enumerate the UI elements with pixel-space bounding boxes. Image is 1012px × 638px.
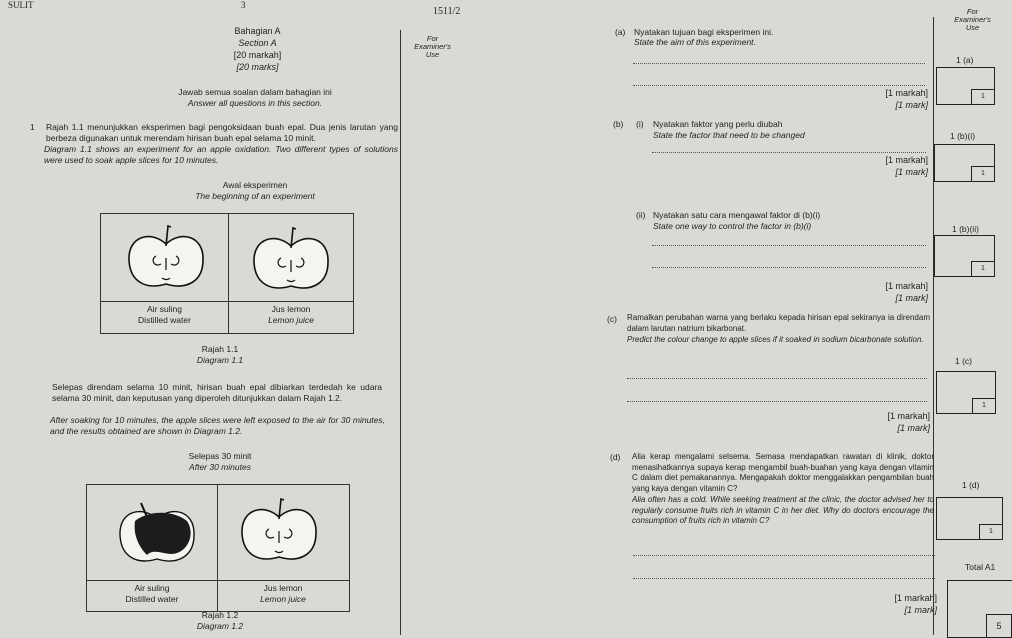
caption-ms: Rajah 1.1: [201, 344, 239, 354]
diagram2-caption: [170, 610, 270, 632]
examiner-line2: Examiner's: [954, 15, 991, 24]
part-c-text-ms: Ramalkan perubahan warna yang berlaku kepada hirisan epal sekiranya ia direndam dalam larutan natrium bikarbonat.: [627, 313, 930, 333]
cell-label-en: Lemon juice: [268, 315, 314, 325]
answer-line-bi[interactable]: [652, 152, 926, 153]
examiner-header-right: [950, 8, 995, 32]
part-bi-text-ms: Nyatakan faktor yang perlu diubah: [653, 119, 783, 129]
total-max: 5: [986, 614, 1012, 638]
diagram1-heading-ms: Awal eksperimen: [222, 180, 288, 190]
part-bi-sublabel: (i): [636, 119, 644, 129]
instruction-en: Answer all questions in this section.: [187, 98, 323, 108]
part-d-marks-en: [1 mark]: [904, 605, 937, 615]
part-bii-text-en: State one way to control the factor in (b)(i): [653, 221, 812, 231]
part-d-text-ms: Alia kerap mengalami selsema. Semasa mendapatkan rawatan di klinik, doktor menasihatkannya supaya kerap mengambil buah-buahan yang kaya dengan vitamin C dalam diet pemakanannya. Mengapakah doktor menggalakkan pengambilan buah yang kaya dengan vitamin C?: [632, 452, 934, 493]
fresh-apple-icon: [239, 495, 319, 571]
diagram2-cell-distilled: [87, 583, 217, 605]
cell-label-en: Lemon juice: [260, 594, 306, 604]
answer-line-d2[interactable]: [633, 578, 935, 579]
diagram2-heading-en: After 30 minutes: [189, 462, 251, 472]
caption-en: Diagram 1.1: [196, 355, 244, 365]
fresh-apple-icon: [251, 224, 331, 300]
cell-label-ms: Air suling: [134, 583, 170, 593]
right-margin-line: [933, 17, 934, 635]
part-bii-marks-ms: [1 markah]: [885, 281, 928, 291]
max-mark-c: 1: [972, 398, 996, 414]
diagram2-cell-lemon: [218, 583, 348, 605]
fresh-apple-icon: [126, 222, 206, 298]
total-score-box[interactable]: [947, 580, 1012, 638]
examiner-header-left: [410, 35, 455, 59]
max-mark-a: 1: [971, 89, 995, 105]
cell-label-en: Distilled water: [138, 315, 191, 325]
answer-line-c2[interactable]: [627, 401, 927, 402]
part-c-label: (c): [607, 314, 617, 324]
diagram1-heading-en: The beginning of an experiment: [195, 191, 315, 201]
part-a-marks-en: [1 mark]: [895, 100, 928, 110]
section-marks-en: [20 marks]: [236, 62, 279, 72]
max-mark-bi: 1: [971, 166, 995, 182]
caption-ms: Rajah 1.2: [201, 610, 239, 620]
diagram2-heading: [170, 451, 270, 473]
part-bi-marks-ms: [1 markah]: [885, 155, 928, 165]
answer-line-a1[interactable]: [633, 63, 925, 64]
diagram1-caption: [170, 344, 270, 366]
score-box-bii[interactable]: [934, 235, 995, 277]
max-mark-bii: 1: [971, 261, 995, 277]
score-label-a: 1 (a): [956, 55, 974, 65]
paper-code: 1511/2: [433, 6, 461, 17]
score-box-d[interactable]: [936, 497, 1003, 540]
examiner-line3: Use: [965, 23, 980, 32]
middle-text-en: After soaking for 10 minutes, the apple slices were left exposed to the air for 30 minutes, and the results obtained are shown in Diagram 1.2.: [50, 415, 385, 436]
cell-label-ms: Jus lemon: [263, 583, 303, 593]
part-a-marks-ms: [1 markah]: [885, 88, 928, 98]
instruction-ms: Jawab semua soalan dalam bahagian ini: [178, 87, 332, 97]
max-mark-d: 1: [979, 524, 1003, 540]
cell-label-ms: Air suling: [147, 304, 182, 314]
part-a-label: (a): [615, 27, 626, 37]
section-marks-ms: [20 markah]: [233, 50, 282, 60]
part-d-label: (d): [610, 452, 621, 462]
examiner-line3: Use: [425, 50, 440, 59]
part-c-marks-ms: [1 markah]: [887, 411, 930, 421]
diagram2-table: [86, 484, 350, 612]
score-box-a[interactable]: [936, 67, 995, 105]
diagram2-heading-ms: Selepas 30 minit: [188, 451, 252, 461]
diagram1-cell-distilled: [101, 304, 228, 326]
section-heading: [200, 25, 315, 73]
score-label-d: 1 (d): [962, 480, 980, 490]
cell-label-ms: Jus lemon: [271, 304, 311, 314]
examiner-line2: Examiner's: [414, 42, 451, 51]
diagram1-heading: [150, 180, 360, 202]
part-bii-marks-en: [1 mark]: [895, 293, 928, 303]
page-number: 3: [241, 0, 246, 10]
part-bii-sublabel: (ii): [636, 210, 646, 220]
question-number: 1: [30, 122, 35, 132]
caption-en: Diagram 1.2: [196, 621, 244, 631]
score-label-bi: 1 (b)(i): [950, 131, 976, 141]
score-box-c[interactable]: [936, 371, 996, 414]
cell-label-en: Distilled water: [125, 594, 179, 604]
diagram1-cell-lemon: [229, 304, 353, 326]
answer-line-bii1[interactable]: [652, 245, 926, 246]
answer-line-c1[interactable]: [627, 378, 927, 379]
examiner-line1: For: [426, 34, 439, 43]
question-intro-en: Diagram 1.1 shows an experiment for an apple oxidation. Two different types of solutions were used to soak apple slices for 10 minutes.: [44, 144, 398, 165]
section-title-en: Section A: [238, 38, 277, 48]
diagram1-table: [100, 213, 354, 334]
question-intro-ms: Rajah 1.1 menunjukkan eksperimen bagi pengoksidaan buah epal. Dua jenis larutan yang berbeza digunakan untuk merendam hirisan buah epal selama 10 minit.: [46, 122, 398, 143]
browned-apple-icon: [117, 497, 197, 572]
part-bi-marks-en: [1 mark]: [895, 167, 928, 177]
part-bi-text-en: State the factor that need to be changed: [653, 130, 805, 140]
score-label-bii: 1 (b)(ii): [952, 224, 979, 234]
examiner-line1: For: [966, 7, 979, 16]
total-label: Total A1: [965, 562, 996, 572]
section-title-ms: Bahagian A: [234, 26, 281, 36]
score-box-bi[interactable]: [934, 144, 995, 182]
part-a-text-en: State the aim of this experiment.: [634, 37, 756, 47]
part-a-text-ms: Nyatakan tujuan bagi eksperimen ini.: [634, 27, 774, 37]
part-bii-text-ms: Nyatakan satu cara mengawal faktor di (b)(i): [653, 210, 821, 220]
part-d-marks-ms: [1 markah]: [894, 593, 937, 603]
answer-line-d1[interactable]: [633, 555, 935, 556]
part-c-marks-en: [1 mark]: [897, 423, 930, 433]
part-c-text-en: Predict the colour change to apple slices if it soaked in sodium bicarbonate solution.: [627, 335, 924, 344]
sulit-label: SULIT: [8, 0, 34, 10]
score-label-c: 1 (c): [955, 356, 972, 366]
answer-line-bii2[interactable]: [652, 267, 926, 268]
answer-line-a2[interactable]: [633, 85, 925, 86]
instructions: [130, 87, 380, 109]
part-b-label: (b): [613, 119, 624, 129]
middle-text-ms: Selepas direndam selama 10 minit, hirisan buah epal dibiarkan terdedah ke udara selama 30 minit, dan keputusan yang diperoleh ditunjukkan dalam Rajah 1.2.: [52, 382, 382, 403]
left-margin-line: [400, 30, 401, 635]
part-d-text-en: Alia often has a cold. While seeking treatment at the clinic, the doctor advised her to regularly consume fruits rich in vitamin C in her diet. Why do doctors encourage the consumption of fruits rich in vitamin C?: [632, 495, 934, 525]
